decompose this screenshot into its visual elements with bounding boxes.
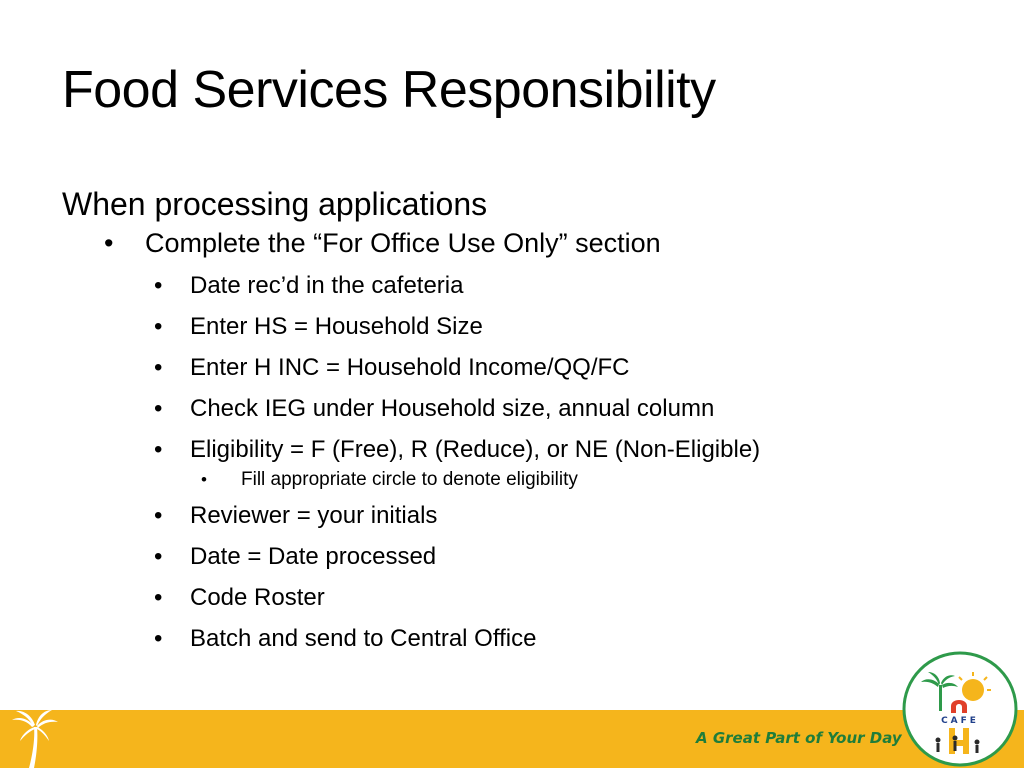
bullet-level2	[62, 542, 962, 572]
bullet-marker: •	[201, 470, 207, 489]
bullet-marker: •	[154, 436, 163, 463]
bullet-text: Enter H INC = Household Income/QQ/FC	[190, 354, 630, 381]
palm-tree-icon	[10, 708, 60, 768]
footer-tagline: A Great Part of Your Day	[696, 729, 902, 747]
body-heading: When processing applications	[62, 186, 488, 222]
bullet-marker: •	[154, 543, 163, 570]
bullet-text: Batch and send to Central Office	[190, 625, 537, 652]
bullet-level2	[62, 353, 962, 383]
bullet-marker: •	[154, 625, 163, 652]
bullet-level2	[62, 394, 962, 424]
bullet-level2	[62, 624, 962, 654]
slide-body	[62, 184, 962, 654]
bullet-text: Check IEG under Household size, annual column	[190, 395, 715, 422]
logo-word: CAFE	[941, 716, 979, 726]
bullet-text: Date = Date processed	[190, 543, 437, 570]
bullet-level2	[62, 435, 962, 465]
bullet-marker: •	[154, 354, 163, 381]
bullet-marker: •	[154, 395, 163, 422]
bullet-level1	[62, 226, 962, 260]
bullet-marker: •	[154, 502, 163, 529]
bullet-text: Eligibility = F (Free), R (Reduce), or NE (Non-Eligible)	[190, 436, 761, 463]
bullet-text: Fill appropriate circle to denote eligibility	[241, 469, 578, 490]
bullet-text: Date rec’d in the cafeteria	[190, 272, 464, 299]
cafe-logo	[901, 650, 1019, 768]
bullet-level2	[62, 501, 962, 531]
bullet-text: Code Roster	[190, 584, 325, 611]
bullet-level2	[62, 271, 962, 301]
bullet-text: Reviewer = your initials	[190, 502, 438, 529]
bullet-marker: •	[154, 313, 163, 340]
bullet-level3	[62, 468, 962, 492]
bullet-level2	[62, 583, 962, 613]
slide-title: Food Services Responsibility	[62, 61, 716, 119]
bullet-text: Enter HS = Household Size	[190, 313, 483, 340]
bullet-text: Complete the “For Office Use Only” section	[145, 228, 661, 258]
bullet-level2	[62, 312, 962, 342]
bullet-marker: •	[154, 584, 163, 611]
bullet-marker: •	[154, 272, 163, 299]
bullet-marker: •	[104, 228, 114, 258]
